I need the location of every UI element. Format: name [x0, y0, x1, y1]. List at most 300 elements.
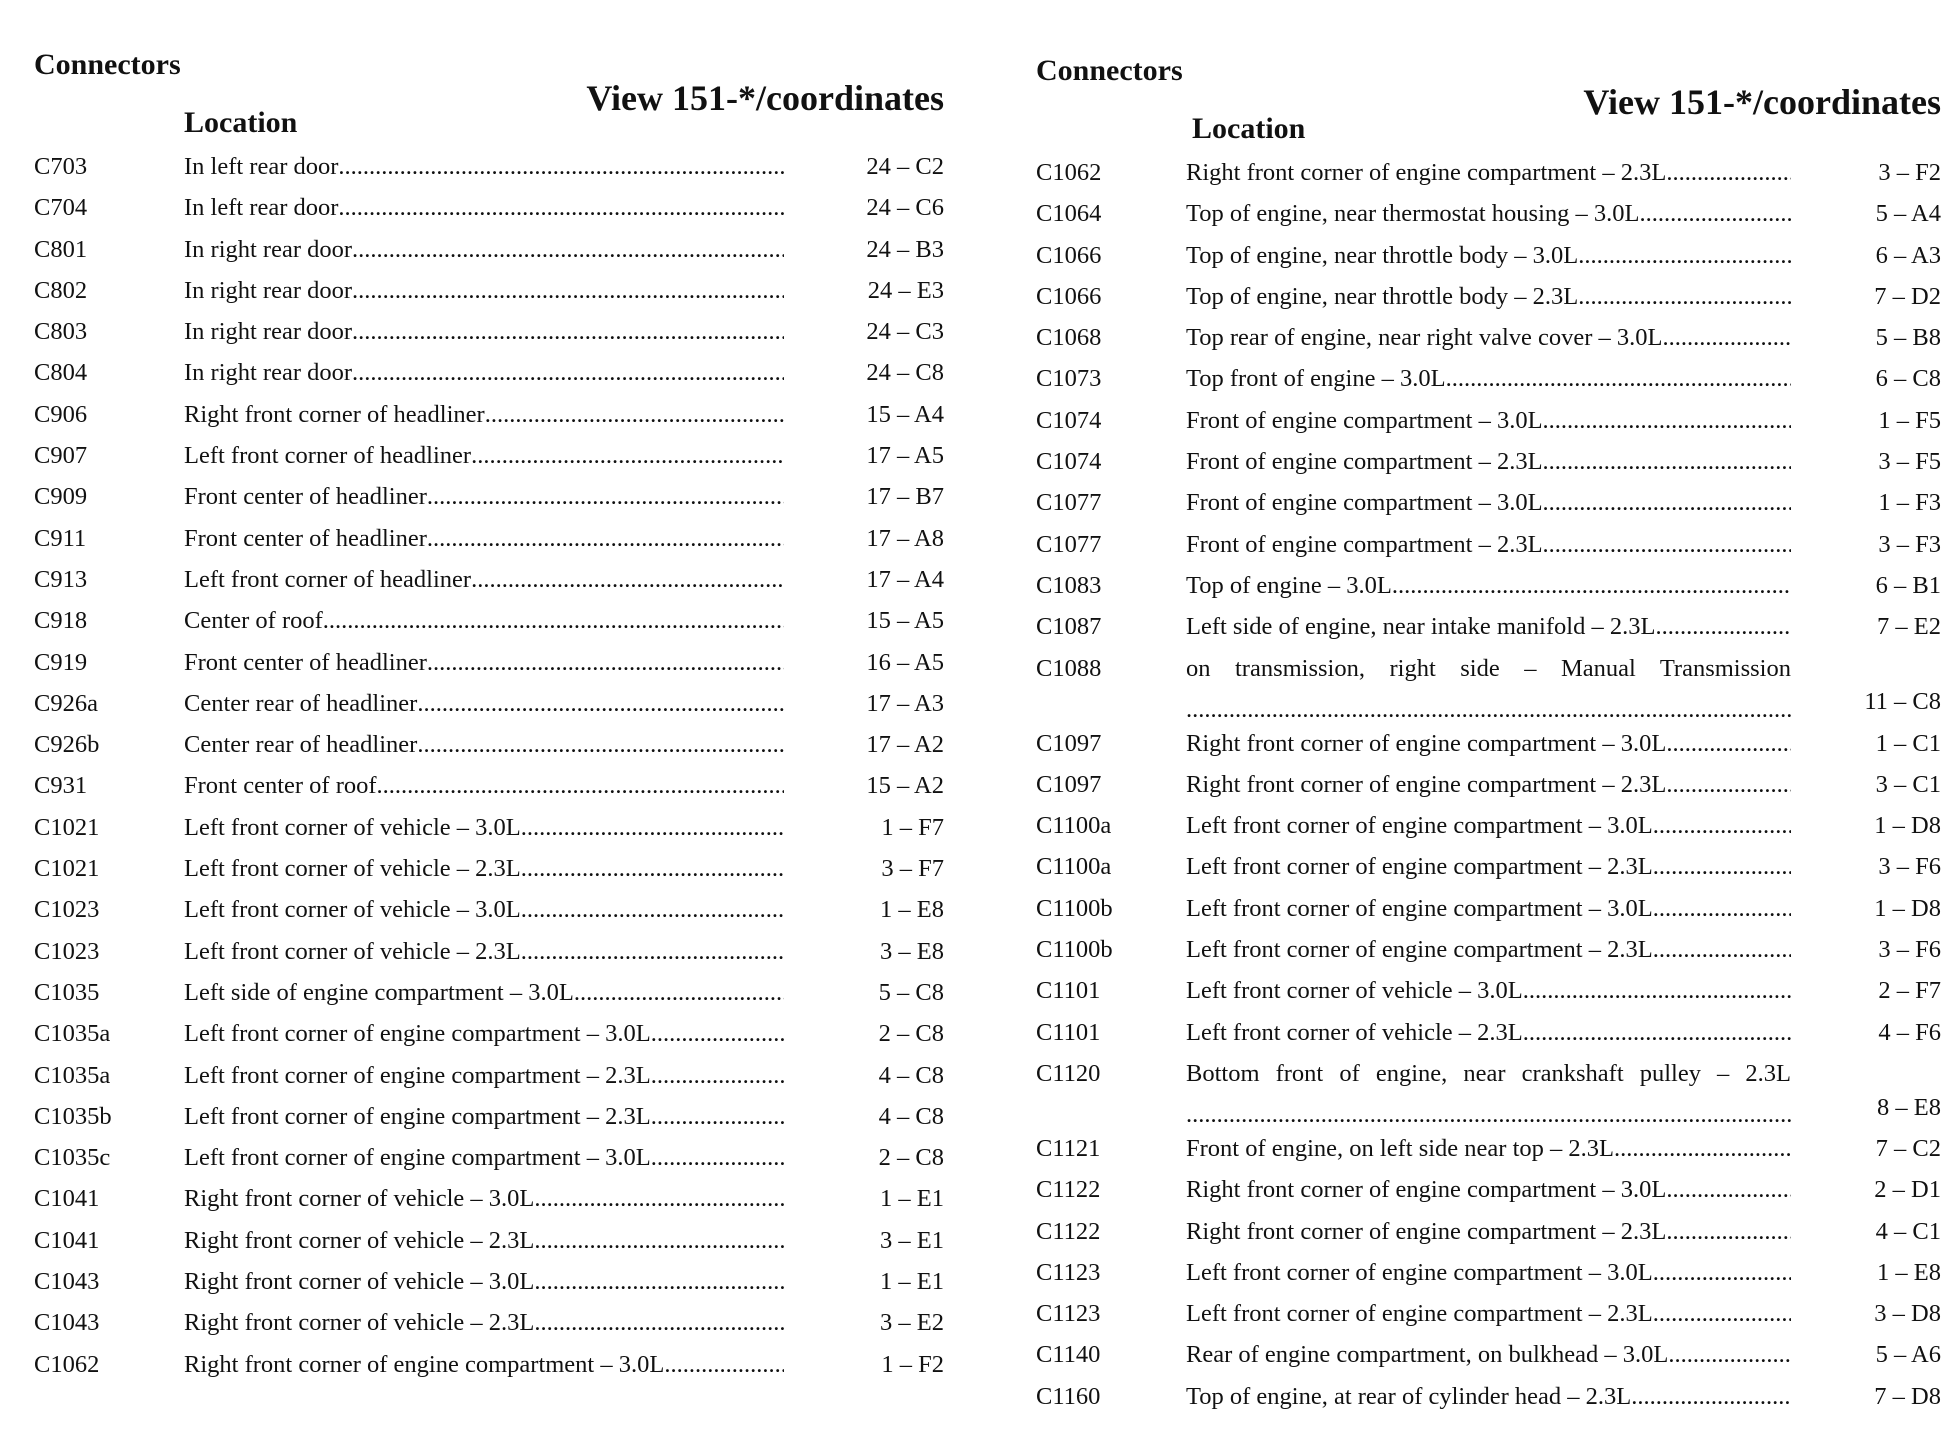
connector-location	[184, 1220, 784, 1261]
location-text: Top rear of engine, near right valve cover – 3.0L	[1186, 324, 1663, 352]
connector-location	[184, 807, 784, 848]
dot-leader	[651, 1013, 784, 1054]
view-coordinate: 17 – A2	[866, 731, 944, 759]
view-coordinate: 24 – C2	[866, 153, 944, 180]
connector-row	[1036, 764, 1941, 805]
dot-leader	[1666, 1211, 1791, 1252]
connector-row	[1036, 565, 1941, 606]
connector-location	[1186, 152, 1791, 193]
view-coordinate: 1 – E8	[880, 896, 944, 924]
connector-location	[1186, 317, 1791, 358]
view-coordinate: 1 – F2	[881, 1350, 944, 1378]
location-text: In right rear door	[184, 318, 353, 346]
view-coordinate: 3 – F6	[1878, 936, 1941, 964]
location-text: Front center of headliner	[184, 648, 427, 676]
view-coordinate: 7 – D2	[1874, 282, 1941, 310]
connector-location	[1186, 648, 1791, 731]
location-text: Front of engine compartment – 2.3L	[1186, 448, 1543, 476]
connector-location	[184, 270, 784, 311]
view-coordinate: 5 – A6	[1875, 1341, 1941, 1369]
connector-row	[34, 187, 944, 228]
connector-location	[1186, 482, 1791, 523]
dot-leader	[1663, 317, 1791, 358]
connector-location	[184, 724, 784, 765]
connector-id: C1043	[34, 1268, 100, 1296]
location-text: In right rear door	[184, 235, 353, 263]
connector-row	[1036, 524, 1941, 565]
location-text: Right front corner of engine compartment – 2.3L	[1186, 1217, 1667, 1245]
dot-leader	[352, 352, 784, 393]
view-coordinate: 24 – E3	[867, 276, 944, 304]
connector-row	[34, 1220, 944, 1261]
view-coordinate: 1 – D8	[1874, 812, 1941, 840]
location-text: Center of roof	[184, 607, 323, 635]
dot-leader	[521, 807, 784, 848]
view-coordinate: 3 – F3	[1878, 530, 1941, 558]
connector-id: C804	[34, 359, 88, 387]
connector-location	[1186, 805, 1791, 846]
location-text: Right front corner of engine compartment – 3.0L	[1186, 1176, 1667, 1204]
connector-location	[1186, 1211, 1791, 1252]
view-coordinate: 2 – D1	[1874, 1176, 1941, 1204]
connector-location	[1186, 358, 1791, 399]
connector-location	[1186, 1376, 1791, 1417]
location-text: Left front corner of vehicle – 2.3L	[184, 937, 521, 965]
location-text: Right front corner of engine compartment – 3.0L	[184, 1350, 665, 1378]
view-coordinate: 3 – F5	[1878, 448, 1941, 476]
connector-location	[1186, 193, 1791, 234]
connector-location	[1186, 606, 1791, 647]
view-coordinate: 17 – A8	[866, 524, 944, 552]
connector-id: C1062	[34, 1350, 100, 1378]
view-coordinate: 3 – F7	[881, 855, 944, 883]
view-coordinate: 24 – C6	[866, 194, 944, 222]
location-text: Top of engine, near throttle body – 3.0L	[1186, 241, 1579, 269]
connector-row	[1036, 441, 1941, 482]
connector-id: C1062	[1036, 159, 1102, 186]
dot-leader	[1668, 1334, 1791, 1375]
location-text: Left side of engine compartment – 3.0L	[184, 978, 574, 1006]
connector-id: C1074	[1036, 406, 1102, 434]
dot-leader	[427, 642, 784, 683]
location-text: Right front corner of vehicle – 2.3L	[184, 1309, 535, 1337]
dot-leader	[1653, 1293, 1791, 1334]
connector-id: C1121	[1036, 1134, 1101, 1162]
connector-row	[34, 1344, 944, 1385]
connector-row	[1036, 317, 1941, 358]
dot-leader	[417, 724, 784, 765]
view-coordinate: 4 – C8	[878, 1061, 944, 1089]
view-coordinate: 15 – A2	[866, 772, 944, 800]
location-text: Left side of engine, near intake manifold – 2.3L	[1186, 613, 1656, 641]
connector-row	[34, 642, 944, 683]
dot-leader	[1446, 358, 1791, 399]
location-text: Front of engine, on left side near top – 2.3L	[1186, 1134, 1614, 1162]
connector-row	[1036, 235, 1941, 276]
view-coordinate: 7 – D8	[1874, 1382, 1941, 1410]
location-text: Right front corner of engine compartment – 3.0L	[1186, 729, 1667, 757]
connector-row	[34, 848, 944, 889]
connector-row	[1036, 400, 1941, 441]
view-coordinate: 17 – B7	[866, 483, 944, 511]
dot-leader	[534, 1261, 784, 1302]
location-text: Left front corner of vehicle – 3.0L	[184, 896, 521, 924]
connector-id: C906	[34, 400, 88, 428]
view-coordinates-heading: View 151-*/coordinates	[586, 78, 944, 118]
connector-row	[34, 765, 944, 806]
view-coordinate: 3 – E2	[880, 1309, 944, 1337]
dot-leader	[471, 559, 784, 600]
dot-leader	[574, 972, 784, 1013]
location-text: Left front corner of engine compartment – 2.3L	[184, 1102, 651, 1130]
connector-location	[184, 931, 784, 972]
connector-location	[184, 600, 784, 641]
connector-row	[1036, 648, 1941, 723]
dot-leader	[427, 518, 784, 559]
connector-id: C1120	[1036, 1059, 1101, 1087]
connectors-heading: Connectors	[1036, 54, 1183, 87]
location-text: Top front of engine – 3.0L	[1186, 365, 1446, 393]
connector-id: C1064	[1036, 200, 1102, 228]
location-text: Left front corner of vehicle – 3.0L	[1186, 977, 1523, 1005]
dot-leader	[1653, 1252, 1791, 1293]
location-text: Bottom front of engine, near crankshaft pulley – 2.3L	[1186, 1059, 1791, 1087]
connector-row	[34, 394, 944, 435]
dot-leader	[1666, 764, 1791, 805]
view-coordinate: 17 – A5	[866, 442, 944, 470]
dot-leader	[1543, 441, 1791, 482]
connector-location	[1186, 970, 1791, 1011]
location-text: Right front corner of headliner	[184, 400, 485, 428]
dot-leader	[651, 1137, 784, 1178]
location-text: Front of engine compartment – 3.0L	[1186, 406, 1543, 434]
view-coordinate: 24 – B3	[866, 235, 944, 263]
connector-location	[184, 1302, 784, 1343]
connector-location	[184, 972, 784, 1013]
connector-row	[1036, 1012, 1941, 1053]
connector-location	[184, 476, 784, 517]
connector-row	[34, 1261, 944, 1302]
dot-leader	[352, 311, 784, 352]
dot-leader	[427, 476, 784, 517]
view-coordinate: 3 – E1	[880, 1226, 944, 1254]
connector-row	[1036, 929, 1941, 970]
connector-id: C931	[34, 772, 88, 800]
location-text: Top of engine, at rear of cylinder head – 2.3L	[1186, 1382, 1632, 1410]
location-text: In right rear door	[184, 276, 353, 304]
dot-leader	[1543, 524, 1791, 565]
connector-id: C1100a	[1036, 812, 1112, 840]
connector-row	[34, 1055, 944, 1096]
dot-leader	[521, 931, 784, 972]
connector-id: C1160	[1036, 1382, 1101, 1410]
dot-leader	[534, 1220, 784, 1261]
connector-id: C1097	[1036, 729, 1102, 757]
connector-id: C1097	[1036, 770, 1102, 798]
connector-id: C1073	[1036, 365, 1102, 393]
connector-row	[1036, 1252, 1941, 1293]
connector-id: C911	[34, 524, 87, 552]
connector-location	[184, 848, 784, 889]
connector-id: C1035c	[34, 1144, 111, 1172]
connector-location	[184, 889, 784, 930]
connector-id: C1083	[1036, 571, 1102, 599]
connector-id: C1123	[1036, 1258, 1101, 1286]
connector-location	[184, 435, 784, 476]
dot-leader	[338, 187, 784, 228]
connector-location	[184, 311, 784, 352]
connector-id: C801	[34, 235, 88, 263]
location-text: Top of engine, near throttle body – 2.3L	[1186, 282, 1579, 310]
view-coordinate: 5 – A4	[1875, 200, 1941, 228]
connector-row	[34, 972, 944, 1013]
dot-leader	[1653, 805, 1791, 846]
connector-row	[34, 683, 944, 724]
connector-location	[184, 518, 784, 559]
connector-id: C1043	[34, 1309, 100, 1337]
location-text: Right front corner of engine compartment – 2.3L	[1186, 159, 1667, 186]
view-coordinate: 4 – C1	[1875, 1217, 1941, 1245]
dot-leader	[1631, 1376, 1791, 1417]
connector-id: C1123	[1036, 1300, 1101, 1328]
view-coordinate: 15 – A5	[866, 607, 944, 635]
connector-row	[1036, 723, 1941, 764]
connector-row	[34, 1137, 944, 1178]
dot-leader	[1655, 606, 1791, 647]
dot-leader	[521, 848, 784, 889]
dot-leader	[352, 270, 784, 311]
connector-id: C913	[34, 565, 88, 593]
dot-leader	[534, 1302, 784, 1343]
connector-location	[184, 1096, 784, 1137]
location-text: Center rear of headliner	[184, 689, 418, 717]
location-text: Right front corner of engine compartment – 2.3L	[1186, 770, 1667, 798]
location-text: Left front corner of engine compartment – 3.0L	[184, 1144, 651, 1172]
location-text: Left front corner of vehicle – 3.0L	[184, 813, 521, 841]
connector-id: C1101	[1036, 1018, 1101, 1046]
connector-id: C1068	[1036, 324, 1102, 352]
dot-leader	[338, 146, 784, 187]
connector-id: C907	[34, 442, 88, 470]
dot-leader	[521, 889, 784, 930]
connector-row	[34, 146, 944, 187]
connector-location	[1186, 276, 1791, 317]
dot-leader	[1523, 1012, 1791, 1053]
connector-row	[34, 435, 944, 476]
location-text: on transmission, right side – Manual Transmission	[1186, 654, 1791, 682]
connector-location	[1186, 1053, 1791, 1136]
location-text: Left front corner of engine compartment – 2.3L	[1186, 936, 1653, 964]
connector-location	[1186, 1252, 1791, 1293]
dot-leader	[651, 1096, 784, 1137]
view-coordinate: 1 – E1	[880, 1185, 944, 1213]
location-text: In left rear door	[184, 153, 339, 180]
location-text: Rear of engine compartment, on bulkhead – 3.0L	[1186, 1341, 1669, 1369]
connector-id: C1021	[34, 813, 100, 841]
location-text: In left rear door	[184, 194, 339, 222]
connector-location	[1186, 888, 1791, 929]
view-coordinate: 1 – C1	[1875, 729, 1941, 757]
view-coordinate: 2 – C8	[878, 1020, 944, 1048]
connector-row	[1036, 1169, 1941, 1210]
location-text: Left front corner of engine compartment – 2.3L	[184, 1061, 651, 1089]
connector-id: C1122	[1036, 1217, 1101, 1245]
view-coordinate: 2 – F7	[1878, 977, 1941, 1005]
location-text: Left front corner of vehicle – 2.3L	[1186, 1018, 1523, 1046]
dot-leader	[1653, 888, 1791, 929]
connector-row	[34, 1096, 944, 1137]
location-text: Center rear of headliner	[184, 731, 418, 759]
dot-leader	[1666, 152, 1791, 193]
dot-leader	[1392, 565, 1791, 606]
connector-row	[34, 476, 944, 517]
connector-row	[1036, 358, 1941, 399]
view-coordinates-heading: View 151-*/coordinates	[1583, 82, 1941, 122]
connector-location	[184, 1055, 784, 1096]
view-coordinate: 6 – A3	[1875, 241, 1941, 269]
view-coordinate: 6 – C8	[1875, 365, 1941, 393]
connector-row	[34, 1178, 944, 1219]
dot-leader	[323, 600, 784, 641]
view-coordinate: 3 – E8	[880, 937, 944, 965]
connector-id: C1077	[1036, 489, 1102, 517]
dot-leader	[1543, 400, 1791, 441]
dot-leader	[485, 394, 784, 435]
connector-id: C1077	[1036, 530, 1102, 558]
connector-row	[34, 1302, 944, 1343]
location-text: In right rear door	[184, 359, 353, 387]
connector-location	[184, 146, 784, 187]
view-coordinate: 3 – C1	[1875, 770, 1941, 798]
view-coordinate: 4 – C8	[878, 1102, 944, 1130]
location-text: Right front corner of vehicle – 3.0L	[184, 1268, 535, 1296]
connector-row	[1036, 1293, 1941, 1334]
location-text: Right front corner of vehicle – 3.0L	[184, 1185, 535, 1213]
location-text: Left front corner of headliner	[184, 442, 472, 470]
connector-id: C909	[34, 483, 88, 511]
connector-location	[1186, 400, 1791, 441]
view-coordinate: 11 – C8	[1864, 688, 1941, 716]
connector-location	[184, 229, 784, 270]
connector-id: C926b	[34, 731, 100, 759]
view-coordinate: 3 – F6	[1878, 853, 1941, 881]
dot-leader	[1543, 482, 1791, 523]
connector-location	[184, 1137, 784, 1178]
connector-id: C704	[34, 194, 88, 222]
connector-location	[1186, 764, 1791, 805]
connector-id: C1066	[1036, 282, 1102, 310]
connector-id: C1023	[34, 937, 100, 965]
connector-id: C1087	[1036, 613, 1102, 641]
connector-row	[1036, 970, 1941, 1011]
dot-leader	[664, 1344, 784, 1385]
connector-row	[1036, 276, 1941, 317]
connector-location	[184, 1013, 784, 1054]
view-coordinate: 17 – A4	[866, 565, 944, 593]
view-coordinate: 7 – C2	[1875, 1134, 1941, 1162]
view-coordinate: 16 – A5	[866, 648, 944, 676]
location-text: Left front corner of headliner	[184, 565, 472, 593]
dot-leader	[1578, 276, 1791, 317]
connector-location	[1186, 1012, 1791, 1053]
connector-row	[34, 931, 944, 972]
view-coordinate: 1 – E1	[880, 1268, 944, 1296]
location-text: Front of engine compartment – 2.3L	[1186, 530, 1543, 558]
view-coordinate: 8 – E8	[1877, 1093, 1941, 1121]
view-coordinate: 6 – B1	[1875, 571, 1941, 599]
connector-list	[34, 146, 944, 1385]
connector-row	[1036, 846, 1941, 887]
dot-leader	[471, 435, 784, 476]
connector-list	[1036, 152, 1941, 1417]
connector-row	[1036, 1334, 1941, 1375]
view-coordinate: 1 – F3	[1878, 489, 1941, 517]
connector-row	[34, 352, 944, 393]
dot-leader	[1666, 1169, 1791, 1210]
connector-row	[1036, 193, 1941, 234]
location-text: Right front corner of vehicle – 2.3L	[184, 1226, 535, 1254]
connector-id: C1041	[34, 1185, 100, 1213]
connector-row	[34, 518, 944, 559]
connector-location	[184, 642, 784, 683]
connector-location	[184, 1178, 784, 1219]
dot-leader	[1523, 970, 1791, 1011]
location-text: Front center of roof	[184, 772, 377, 800]
connector-id: C1100a	[1036, 853, 1112, 881]
dot-leader	[651, 1055, 784, 1096]
connector-id: C1100b	[1036, 894, 1113, 922]
connector-id: C1035b	[34, 1102, 112, 1130]
connector-location	[184, 683, 784, 724]
view-coordinate: 1 – D8	[1874, 894, 1941, 922]
dot-leader	[1653, 846, 1791, 887]
dot-leader	[377, 765, 784, 806]
connector-id: C919	[34, 648, 88, 676]
location-heading: Location	[184, 106, 298, 139]
view-coordinate: 4 – F6	[1878, 1018, 1941, 1046]
connector-id: C918	[34, 607, 88, 635]
dot-leader	[1666, 723, 1791, 764]
connector-location	[1186, 524, 1791, 565]
connector-location	[184, 765, 784, 806]
connector-row	[1036, 888, 1941, 929]
view-coordinate: 5 – C8	[878, 978, 944, 1006]
connector-id: C1035a	[34, 1020, 111, 1048]
connector-id: C1140	[1036, 1341, 1101, 1369]
connector-id: C1035a	[34, 1061, 111, 1089]
view-coordinate: 5 – B8	[1875, 324, 1941, 352]
connector-location	[184, 1261, 784, 1302]
connector-id: C1101	[1036, 977, 1101, 1005]
connector-row	[1036, 482, 1941, 523]
view-coordinate: 17 – A3	[866, 689, 944, 717]
location-text: Top of engine – 3.0L	[1186, 571, 1392, 599]
location-text: Left front corner of engine compartment – 2.3L	[1186, 853, 1653, 881]
location-heading: Location	[1192, 112, 1306, 145]
connector-location	[1186, 1334, 1791, 1375]
location-text: Left front corner of engine compartment – 3.0L	[1186, 894, 1653, 922]
location-text: Left front corner of engine compartment – 3.0L	[1186, 812, 1653, 840]
connector-location	[184, 1344, 784, 1385]
connector-id: C703	[34, 153, 88, 180]
connector-row	[1036, 1376, 1941, 1417]
connector-row	[34, 600, 944, 641]
connector-location	[1186, 846, 1791, 887]
location-text: Left front corner of engine compartment – 3.0L	[1186, 1258, 1653, 1286]
connector-row	[34, 807, 944, 848]
connector-row	[1036, 606, 1941, 647]
location-text: Left front corner of engine compartment – 3.0L	[184, 1020, 651, 1048]
